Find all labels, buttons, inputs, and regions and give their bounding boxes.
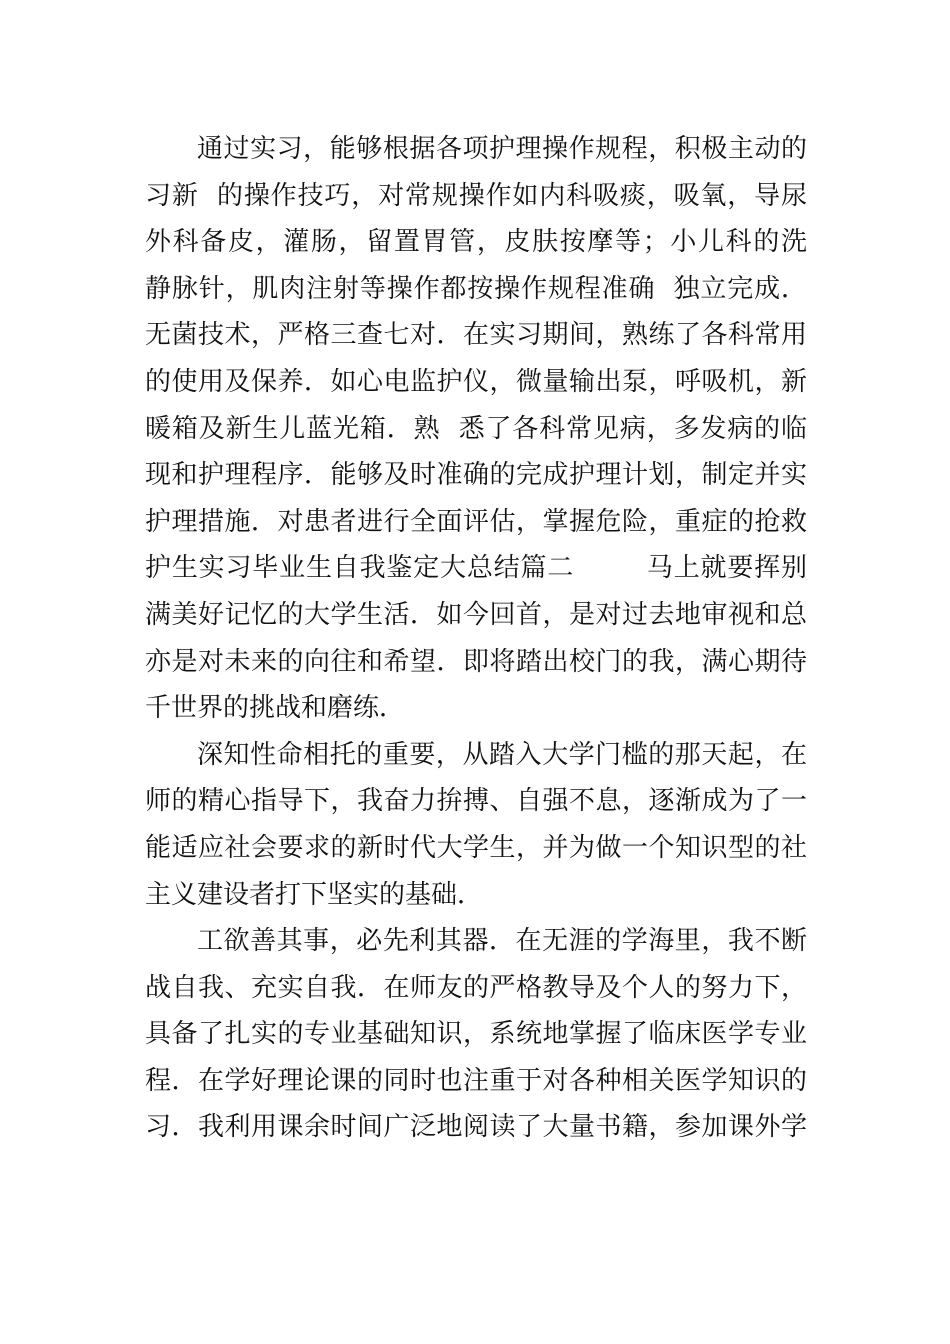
text-line: 能适应社会要求的新时代大学生，并为做一个知识型的社 [145,832,807,863]
text-line: 护理措施．对患者进行全面评估，掌握危险，重症的抢救 [145,506,807,537]
text-line: 暖箱及新生儿蓝光箱．熟 悉了各科常见病，多发病的临 [145,413,807,444]
text-line: 静脉针，肌肉注射等操作都按操作规程准确 独立完成． [145,273,807,304]
text-line: 的使用及保养．如心电监护仪，微量输出泵，呼吸机，新 [145,366,807,397]
text-line: 护生实习毕业生自我鉴定大总结篇二 马上就要挥别 [145,553,807,584]
body-text [145,126,807,1151]
text-line: 千世界的挑战和磨练． [145,693,406,724]
text-line: 战自我、充实自我．在师友的严格教导及个人的努力下， [145,972,807,1003]
text-line: 深知性命相托的重要，从踏入大学门槛的那天起，在 [197,739,807,770]
text-line: 亦是对未来的向往和希望．即将踏出校门的我，满心期待 [145,646,807,677]
text-line: 主义建设者打下坚实的基础． [145,879,484,910]
text-line: 通过实习，能够根据各项护理操作规程，积极主动的 [197,134,807,164]
text-line: 满美好记忆的大学生活．如今回首，是对过去地审视和总 [145,599,807,630]
text-line: 习新 的操作技巧，对常规操作如内科吸痰，吸氧，导尿 [145,180,807,211]
text-line: 外科备皮，灌肠，留置胃管，皮肤按摩等；小儿科的洗 [145,227,807,258]
text-line: 习．我利用课余时间广泛地阅读了大量书籍，参加课外学 [145,1112,807,1143]
text-line: 现和护理程序．能够及时准确的完成护理计划，制定并实 [145,460,807,491]
text-line: 师的精心指导下，我奋力拚搏、自强不息，逐渐成为了一 [145,786,807,817]
text-line: 工欲善其事，必先利其器．在无涯的学海里，我不断 [197,926,807,957]
text-line: 具备了扎实的专业基础知识，系统地掌握了临床医学专业 [145,1019,807,1050]
text-line: 程．在学好理论课的同时也注重于对各种相关医学知识的 [145,1065,807,1096]
text-line: 无菌技术，严格三查七对．在实习期间，熟练了各科常用 [145,320,807,351]
